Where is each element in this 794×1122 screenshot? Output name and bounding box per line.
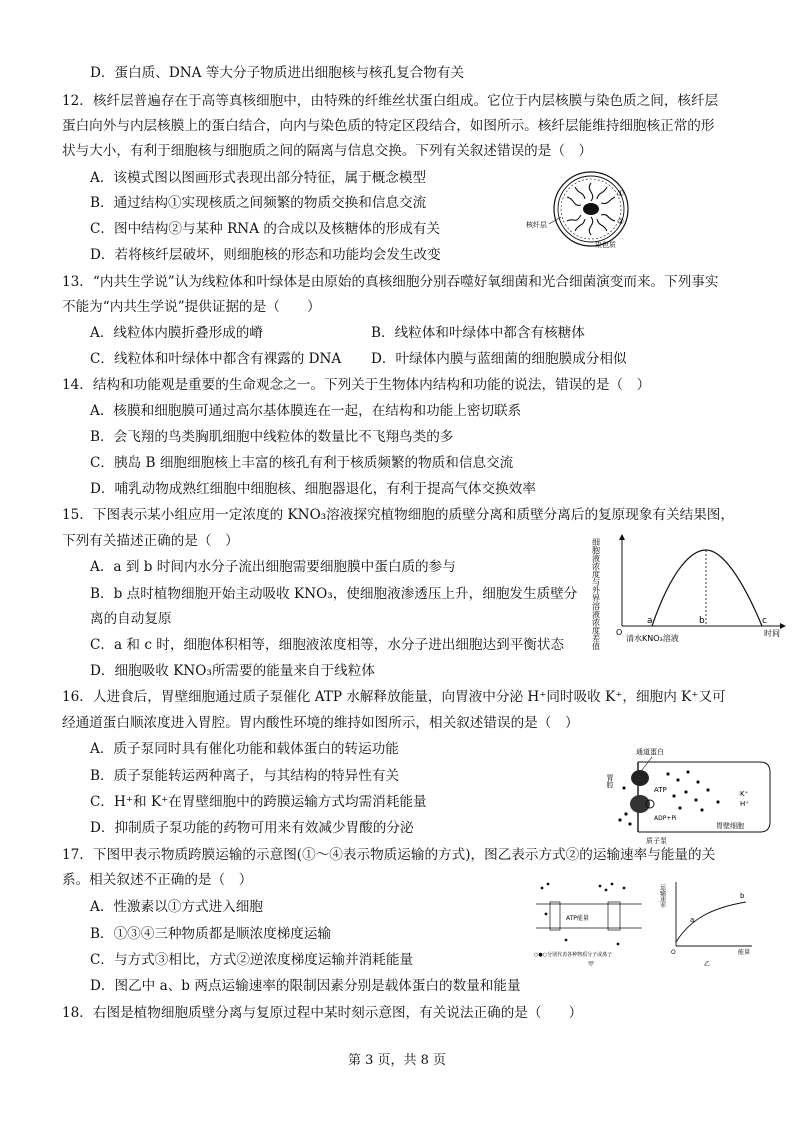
q14-stem: 14．结构和功能观是重要的生命观念之一。下列关于生物体内结构和功能的说法，错误的是（ ）	[62, 377, 651, 393]
q17-option-c: C．与方式③相比，方式②逆浓度梯度运输并消耗能量	[90, 952, 414, 968]
fig17-ylabel: 运输速率	[658, 884, 666, 908]
q16-option-c: C．H⁺和 K⁺在胃壁细胞中的跨膜运输方式均需消耗能量	[90, 794, 427, 810]
q16-stem-line1: 16．人进食后，胃壁细胞通过质子泵催化 ATP 水解释放能量，向胃液中分泌 H⁺同时吸收 K⁺，细胞内 K⁺又可	[62, 689, 726, 705]
q18-stem: 18．右图是植物细胞质壁分离与复原过程中某时刻示意图，有关说法正确的是（ ）	[62, 1005, 583, 1021]
q12-option-d: D．若将核纤层破坏，则细胞核的形态和功能均会发生改变	[90, 247, 441, 263]
q17-option-d: D．图乙中 a、b 两点运输速率的限制因素分别是载体蛋白的数量和能量	[90, 978, 521, 994]
q12-nucleus-figure	[525, 167, 625, 249]
fig16-cell: 胃壁细胞	[716, 822, 744, 830]
q15-option-d: D．细胞吸收 KNO₃所需要的能量来自于线粒体	[90, 663, 375, 679]
label-1: ①	[617, 189, 625, 198]
fig17-yi: 乙	[704, 961, 711, 968]
q16-proton-pump-figure	[608, 744, 776, 846]
fig17-point-a: a	[690, 916, 695, 924]
fig16-lumen: 胃腔	[606, 774, 614, 788]
label-chromatin: 染色质	[595, 241, 616, 249]
fig16-hplus: H⁺	[740, 800, 749, 808]
q13-option-b: B．线粒体和叶绿体中都含有核糖体	[371, 325, 585, 341]
fig16-atp: ATP	[654, 786, 667, 794]
q17-option-b: B．①③④三种物质都是顺浓度梯度运输	[90, 926, 332, 942]
q12-stem-line3: 状与大小，有利于细胞核与细胞质之间的隔离与信息交换。下列有关叙述错误的是（ ）	[62, 143, 593, 159]
fig17-legend: ○●○分别代表各种物质分子或离子	[534, 952, 613, 958]
q12-stem-line2: 蛋白向外与内层核膜上的蛋白结合，向内与染色质的特定区段结合，如图所示。核纤层能维持细胞核正常的形	[62, 118, 715, 134]
q14-option-a: A．核膜和细胞膜可通过高尔基体膜连在一起，在结构和功能上密切联系	[90, 403, 522, 419]
fig16-adp: ADP+Pi	[654, 815, 677, 822]
label-lamina: 核纤层	[526, 221, 547, 229]
fig15-caption: 清水KNO₃溶液	[626, 634, 679, 643]
q12-option-a: A．该模式图以图画形式表现出部分特征，属于概念模型	[90, 170, 427, 186]
q15-stem-line2: 下列有关描述正确的是（ ）	[62, 533, 239, 549]
q17-stem-line1: 17．下图甲表示物质跨膜运输的示意图(①～④表示物质运输的方式)，图乙表示方式②的运输速率与能量的关	[62, 847, 716, 863]
fig15-point-c: c	[762, 616, 767, 626]
q15-stem-line1: 15．下图表示某小组应用一定浓度的 KNO₃溶液探究植物细胞的质壁分离和质壁分离后的复原现象有关结果图，	[62, 507, 734, 523]
q15-option-c: C．a 和 c 时，细胞体积相等，细胞液浓度相等，水分子进出细胞达到平衡状态	[90, 637, 565, 653]
fig15-ylabel-group	[591, 538, 601, 651]
q13-stem-line2: 不能为“内共生学说”提供证据的是（ ）	[62, 299, 321, 315]
q17-rate-chart	[660, 876, 756, 968]
fig16-kplus: K⁺	[740, 790, 749, 798]
q13-stem-line1: 13．“内共生学说”认为线粒体和叶绿体是由原始的真核细胞分别吞噬好氧细菌和光合细菌演变而来。下列事实	[62, 274, 719, 290]
fig17-origin: O	[671, 949, 676, 956]
fig15-origin: O	[616, 628, 623, 637]
fig17-atp: ATP能量	[566, 915, 589, 922]
q17-stem-line2: 系。相关叙述不正确的是（ ）	[62, 872, 253, 888]
q12-option-b: B．通过结构①实现核质之间频繁的物质交换和信息交流	[90, 195, 427, 211]
q17-transport-figure	[532, 876, 656, 968]
q14-option-c: C．胰岛 B 细胞细胞核上丰富的核孔有利于核质频繁的物质和信息交流	[90, 455, 514, 471]
q12-option-c: C．图中结构②与某种 RNA 的合成以及核糖体的形成有关	[90, 221, 441, 237]
q13-option-c: C．线粒体和叶绿体中都含有裸露的 DNA	[90, 351, 342, 367]
q16-stem-line2: 经通道蛋白顺浓度进入胃腔。胃内酸性环境的维持如图所示，相关叙述错误的是（ ）	[62, 715, 579, 731]
q14-option-d: D．哺乳动物成熟红细胞中细胞核、细胞器退化，有利于提高气体交换效率	[90, 481, 536, 497]
q12-stem-line1: 12．核纤层普遍存在于高等真核细胞中，由特殊的纤维丝状蛋白组成。它位于内层核膜与染色质之间，核纤层	[62, 93, 719, 109]
q17-option-a: A．性激素以①方式进入细胞	[90, 899, 263, 915]
q14-option-b: B．会飞翔的鸟类胸肌细胞中线粒体的数量比不飞翔鸟类的多	[90, 429, 454, 445]
fig15-point-b: b	[699, 616, 705, 626]
fig15-point-a: a	[647, 616, 653, 626]
q16-option-b: B．质子泵能转运两种离子，与其结构的特异性有关	[90, 768, 400, 784]
fig16-pump: 质子泵	[646, 837, 667, 845]
fig17-point-b: b	[740, 892, 745, 900]
q15-option-a: A．a 到 b 时间内水分子流出细胞需要细胞膜中蛋白质的参与	[90, 559, 456, 575]
fig17-xlabel: 能量	[738, 949, 751, 956]
fig15-ylabel: 细胞液浓度与外界溶液浓度差值	[591, 538, 601, 650]
page-footer: 第 3 页，共 8 页	[347, 1053, 447, 1068]
q16-option-a: A．质子泵同时具有催化功能和载体蛋白的转运功能	[90, 741, 399, 757]
q15-option-b-line1: B．b 点时植物细胞开始主动吸收 KNO₃，使细胞液渗透压上升，细胞发生质壁分	[90, 586, 578, 602]
q15-option-b-line2: 离的自动复原	[90, 611, 172, 627]
fig16-channel: 通道蛋白	[636, 748, 664, 756]
q13-option-d: D．叶绿体内膜与蓝细菌的细胞膜成分相似	[371, 351, 627, 367]
q13-option-a: A．线粒体内膜折叠形成的嵴	[90, 325, 263, 341]
fig15-xlabel: 时间	[764, 629, 780, 638]
fig17-jia: 甲	[588, 961, 595, 968]
q15-curve-figure	[591, 528, 790, 650]
q16-option-d: D．抑制质子泵功能的药物可用来有效减少胃酸的分泌	[90, 820, 414, 836]
q11-option-d: D．蛋白质、DNA 等大分子物质进出细胞核与核孔复合物有关	[90, 65, 465, 81]
label-2: ②	[617, 217, 625, 226]
